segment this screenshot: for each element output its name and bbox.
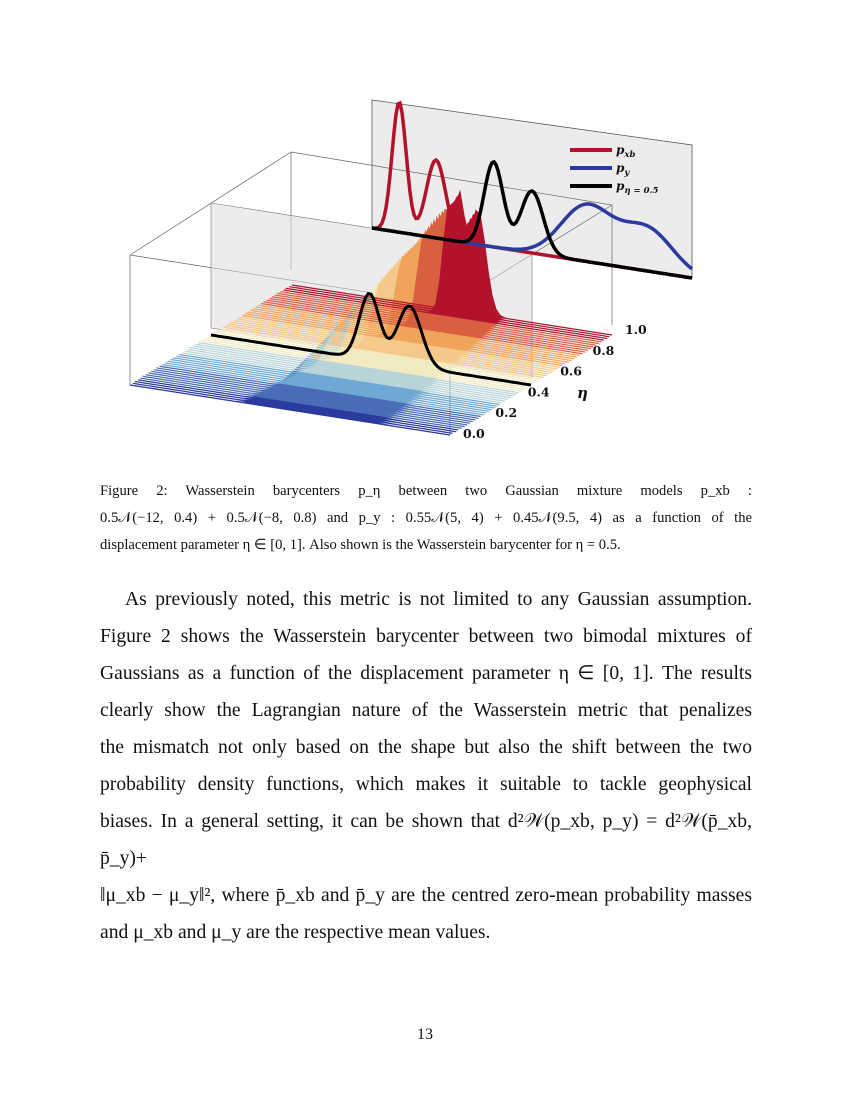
body-line-5: the mismatch not only based on the shape but also the shift between the two	[100, 737, 752, 758]
body-line-6: probability density functions, which makes it suitable to tackle geophysical	[100, 774, 752, 795]
caption-line-2: 0.5𝒩(−12, 0.4) + 0.5𝒩(−8, 0.8) and p_y : 0.55𝒩(5, 4) + 0.45𝒩(9.5, 4) as a function of the	[100, 510, 752, 526]
eta-tick-label: 0.4	[527, 384, 550, 400]
body-line-4: clearly show the Lagrangian nature of the Wasserstein metric that penalizes	[100, 700, 752, 721]
eta-tick-label: 1.0	[625, 322, 647, 337]
wasserstein-barycenter-figure	[0, 0, 850, 460]
legend-label-py: $p_y$	[616, 161, 630, 178]
body-line-9: and μ_xb and μ_y are the respective mean values.	[100, 922, 491, 943]
body-line-3: Gaussians as a function of the displacement parameter η ∈ [0, 1]. The results	[100, 663, 752, 684]
eta-tick-label: 0.2	[495, 405, 518, 421]
eta-tick-label: 0.6	[560, 363, 582, 379]
caption-line-1: Figure 2: Wasserstein barycenters p_η between two Gaussian mixture models p_xb :	[100, 483, 752, 499]
legend-label-pxb: $p_{xb}$	[616, 143, 636, 160]
body-line-7: biases. In a general setting, it can be shown that d²𝒲(p_xb, p_y) = d²𝒲(p̄_xb, p̄_y)+	[100, 811, 752, 869]
eta-tick-label: 0.8	[592, 342, 615, 358]
page-number: 13	[417, 1026, 433, 1043]
body-paragraph	[100, 581, 752, 951]
eta-tick-label: 0.0	[463, 426, 485, 441]
body-line-1: As previously noted, this metric is not limited to any Gaussian assumption.	[125, 589, 752, 610]
legend-label-peta: $p_{\eta = 0.5}$	[616, 179, 659, 196]
body-line-2: Figure 2 shows the Wasserstein barycenter between two bimodal mixtures of	[100, 626, 752, 647]
eta-axis-label: η	[577, 384, 588, 402]
body-line-8: ‖μ_xb − μ_y‖², where p̄_xb and p̄_y are the centred zero-mean probability masses	[100, 885, 752, 906]
figure-caption	[100, 478, 752, 559]
caption-line-3: displacement parameter η ∈ [0, 1]. Also shown is the Wasserstein barycenter for η = 0.5.	[100, 537, 621, 553]
